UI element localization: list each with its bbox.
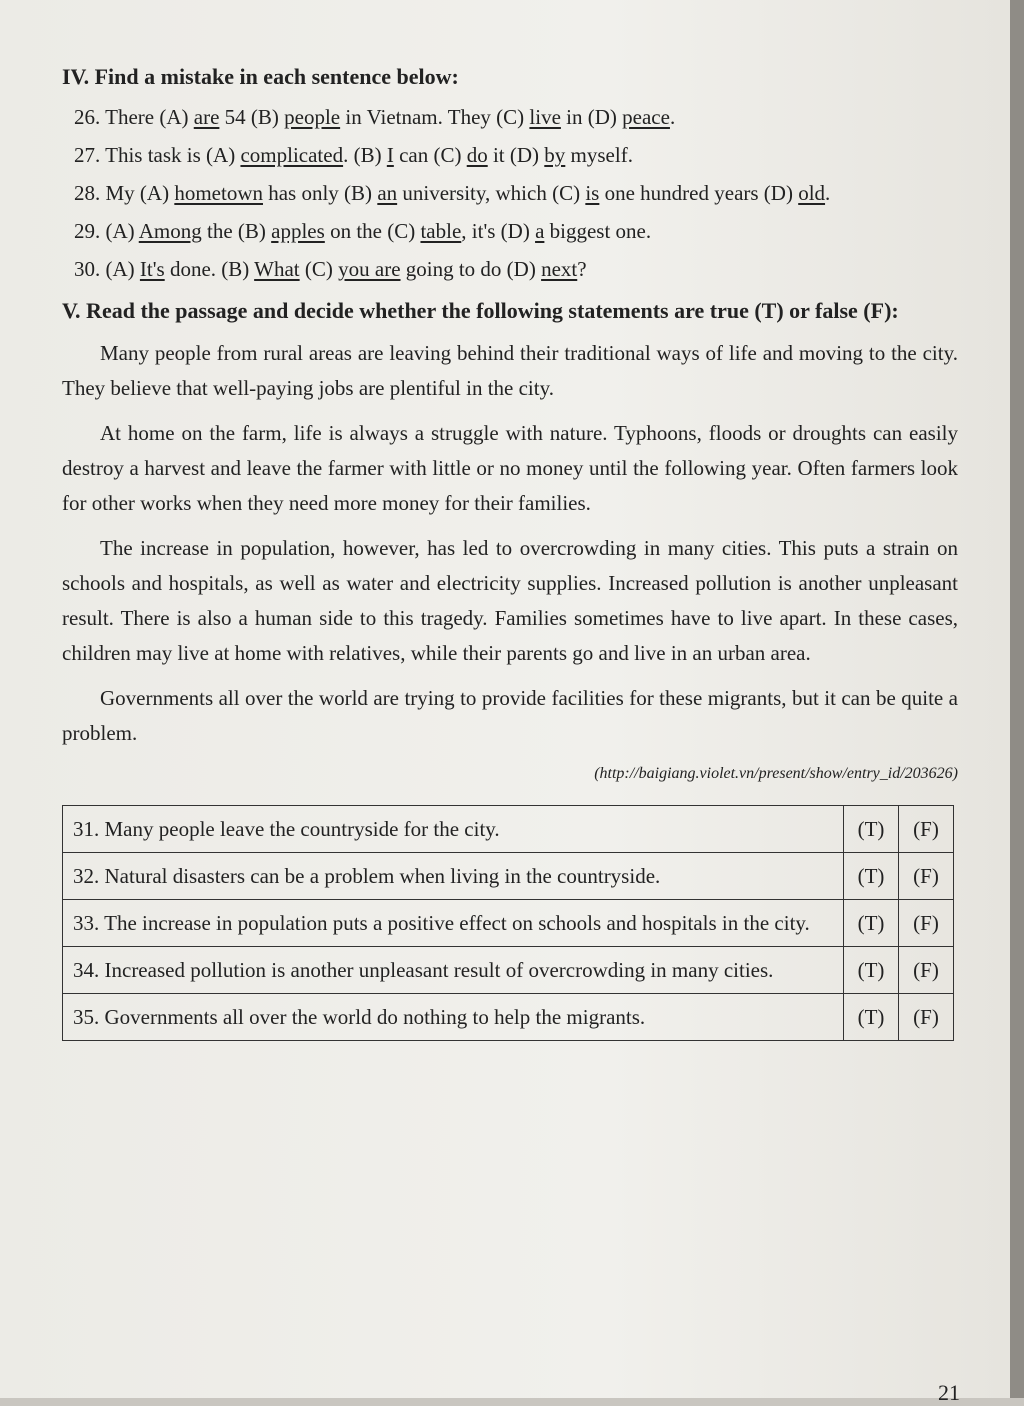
- true-option[interactable]: (T): [844, 994, 899, 1041]
- mistake-question-list: [62, 98, 958, 288]
- statement-row: [63, 947, 954, 994]
- question-text: has only (B): [262, 181, 378, 205]
- false-option[interactable]: (F): [899, 853, 954, 900]
- statement-row: [63, 806, 954, 853]
- page-number: 21: [938, 1380, 960, 1405]
- underlined-option: people: [284, 105, 341, 129]
- underlined-option: hometown: [174, 181, 263, 205]
- statement-row: [63, 994, 954, 1041]
- question-item: [74, 98, 958, 136]
- question-text: myself.: [565, 143, 633, 167]
- underlined-option: What: [254, 257, 300, 281]
- book-edge: [1010, 0, 1024, 1398]
- question-text: .: [825, 181, 831, 205]
- false-option[interactable]: (F): [899, 994, 954, 1041]
- reading-passage: [62, 336, 958, 751]
- underlined-option: you are: [338, 257, 401, 281]
- question-number: 28.: [74, 181, 106, 205]
- statement-row: [63, 900, 954, 947]
- question-text: the (B): [201, 219, 272, 243]
- underlined-option: apples: [271, 219, 325, 243]
- underlined-option: a: [535, 219, 545, 243]
- question-text: done. (B): [164, 257, 255, 281]
- question-text: university, which (C): [397, 181, 586, 205]
- question-item: [74, 250, 958, 288]
- underlined-option: do: [466, 143, 488, 167]
- true-option[interactable]: (T): [844, 900, 899, 947]
- question-text: (A): [105, 257, 140, 281]
- underlined-option: complicated: [240, 143, 344, 167]
- question-text: can (C): [393, 143, 467, 167]
- underlined-option: is: [585, 181, 600, 205]
- statement-text: 33. The increase in population puts a positive effect on schools and hospitals in the city.: [63, 900, 844, 947]
- question-text: (A): [105, 219, 139, 243]
- question-text: in Vietnam. They (C): [340, 105, 530, 129]
- underlined-option: are: [193, 105, 220, 129]
- true-false-table: [62, 805, 954, 1041]
- statement-text: 34. Increased pollution is another unpleasant result of overcrowding in many cities.: [63, 947, 844, 994]
- underlined-option: Among: [138, 219, 202, 243]
- question-text: (C): [299, 257, 339, 281]
- question-text: , it's (D): [461, 219, 536, 243]
- question-text: My (A): [105, 181, 175, 205]
- underlined-option: an: [377, 181, 398, 205]
- passage-source: (http://baigiang.violet.vn/present/show/entry_id/203626): [594, 765, 958, 782]
- statement-row: [63, 853, 954, 900]
- question-number: 26.: [74, 105, 106, 129]
- question-text: in (D): [560, 105, 623, 129]
- question-text: 54 (B): [219, 105, 285, 129]
- question-text: one hundred years (D): [599, 181, 799, 205]
- question-text: This task is (A): [105, 143, 241, 167]
- question-text: .: [669, 105, 676, 129]
- false-option[interactable]: (F): [899, 806, 954, 853]
- question-text: it (D): [487, 143, 545, 167]
- underlined-option: It's: [139, 257, 165, 281]
- true-option[interactable]: (T): [844, 806, 899, 853]
- question-text: going to do (D): [400, 257, 542, 281]
- true-option[interactable]: (T): [844, 853, 899, 900]
- passage-paragraph: Governments all over the world are trying to provide facilities for these migrants, but it can be quite a problem.: [62, 686, 958, 745]
- statement-text: 32. Natural disasters can be a problem when living in the countryside.: [63, 853, 844, 900]
- underlined-option: I: [386, 143, 394, 167]
- passage-paragraph: The increase in population, however, has led to overcrowding in many cities. This puts a strain on schools and hospitals, as well as water and electricity supplies. Increased pollution is another unpleasant result. There is also a human side to this tragedy. Families sometimes have to live apart. In these cases, children may live at home with relatives, while their parents go and live in an urban area.: [62, 536, 958, 665]
- question-item: [74, 136, 958, 174]
- section-4-heading: IV. Find a mistake in each sentence below:: [62, 64, 459, 89]
- question-text: There (A): [105, 105, 194, 129]
- passage-paragraph: At home on the farm, life is always a struggle with nature. Typhoons, floods or droughts can easily destroy a harvest and leave the farmer with little or no money until the following year. Often farmers look for other works when they need more money for their families.: [62, 421, 958, 515]
- question-text: on the (C): [324, 219, 421, 243]
- question-text: ?: [577, 257, 587, 281]
- underlined-option: live: [529, 105, 561, 129]
- underlined-option: peace: [622, 105, 670, 129]
- underlined-option: next: [541, 257, 578, 281]
- passage-paragraph: Many people from rural areas are leaving behind their traditional ways of life and moving to the city. They believe that well-paying jobs are plentiful in the city.: [62, 341, 958, 400]
- underlined-option: old: [798, 181, 826, 205]
- false-option[interactable]: (F): [899, 900, 954, 947]
- section-5-heading: V. Read the passage and decide whether the following statements are true (T) or false (F):: [62, 298, 899, 323]
- question-number: 29.: [74, 219, 106, 243]
- page-content: [62, 62, 958, 1041]
- underlined-option: table: [420, 219, 462, 243]
- statement-text: 31. Many people leave the countryside for the city.: [63, 806, 844, 853]
- false-option[interactable]: (F): [899, 947, 954, 994]
- question-number: 30.: [74, 257, 106, 281]
- statement-text: 35. Governments all over the world do nothing to help the migrants.: [63, 994, 844, 1041]
- question-text: . (B): [343, 143, 387, 167]
- true-option[interactable]: (T): [844, 947, 899, 994]
- question-item: [74, 212, 958, 250]
- question-number: 27.: [74, 143, 106, 167]
- underlined-option: by: [544, 143, 566, 167]
- question-text: biggest one.: [544, 219, 652, 243]
- question-item: [74, 174, 958, 212]
